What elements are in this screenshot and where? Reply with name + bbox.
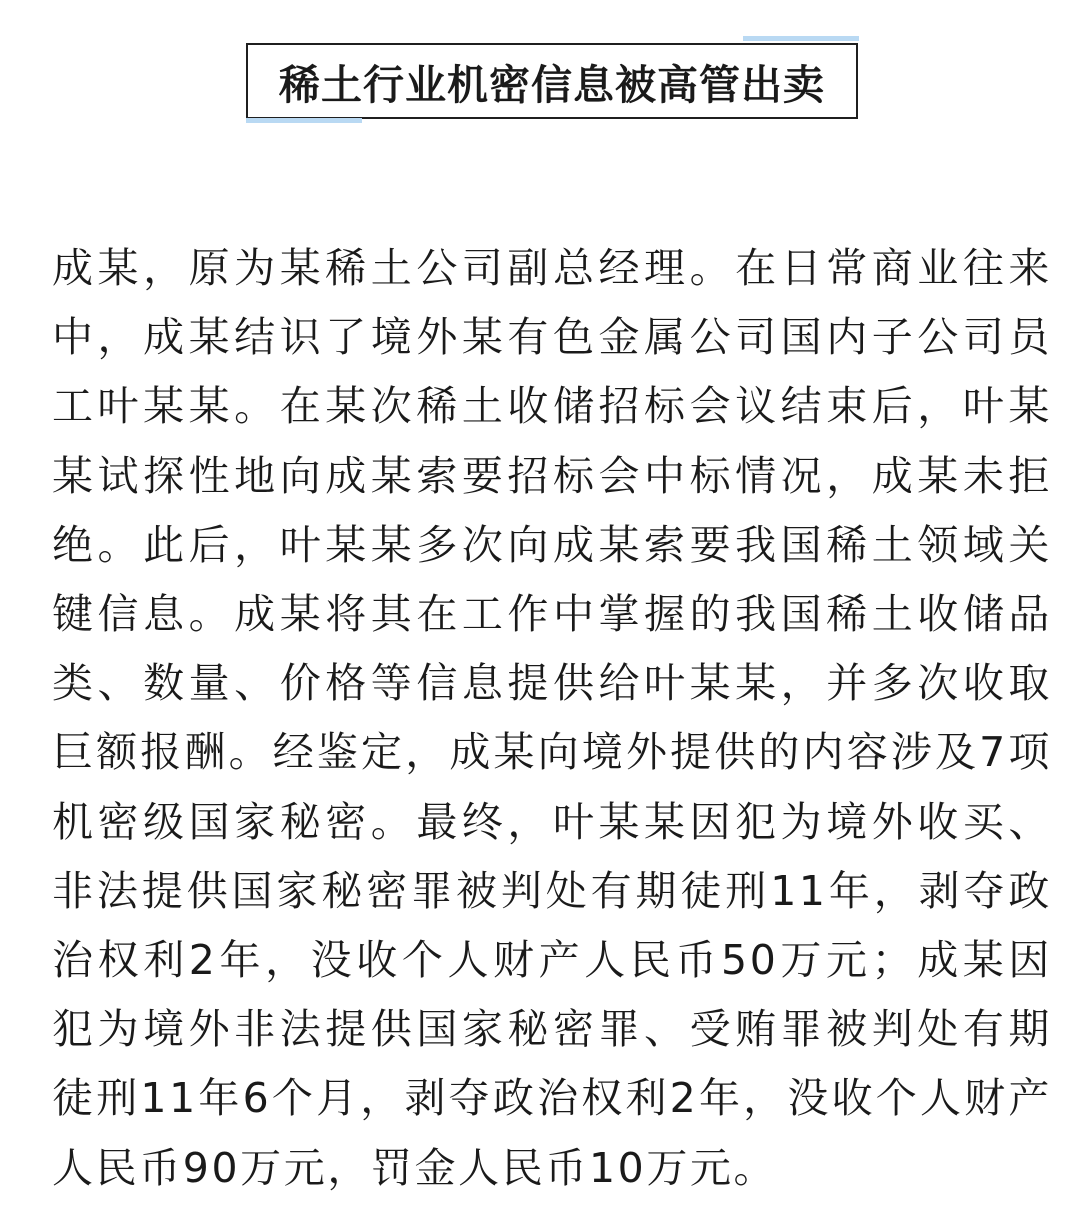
title-accent-top	[743, 36, 859, 41]
title-accent-bottom	[246, 118, 362, 123]
article-title: 稀土行业机密信息被高管出卖	[279, 60, 825, 109]
article-paragraph: 成某，原为某稀土公司副总经理。在日常商业往来中，成某结识了境外某有色金属公司国内子公司员工叶某某。在某次稀土收储招标会议结束后，叶某某试探性地向成某索要招标会中标情况，成某未拒绝。此后，叶某某多次向成某索要我国稀土领域关键信息。成某将其在工作中掌握的我国稀土收储品类、数量、价格等信息提供给叶某某，并多次收取巨额报酬。经鉴定，成某向境外提供的内容涉及7项机密级国家秘密。最终，叶某某因犯为境外收买、非法提供国家秘密罪被判处有期徒刑11年，剥夺政治权利2年，没收个人财产人民币50万元；成某因犯为境外非法提供国家秘密罪、受贿罪被判处有期徒刑11年6个月，剥夺政治权利2年，没收个人财产人民币90万元，罚金人民币10万元。	[52, 244, 1052, 1192]
title-box	[246, 43, 858, 119]
